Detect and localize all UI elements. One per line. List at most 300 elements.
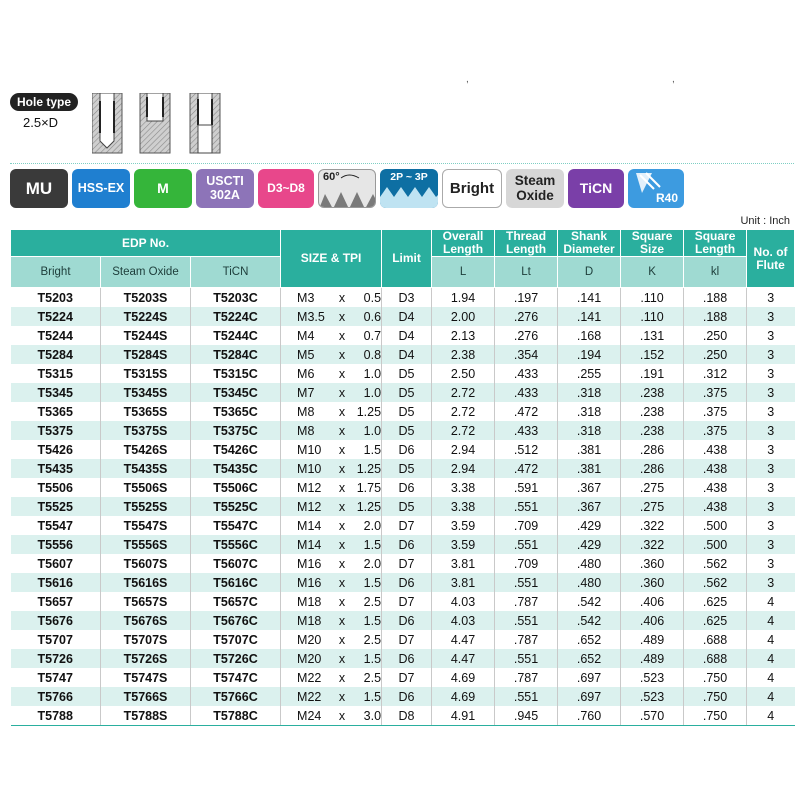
thread-pitch: 1.5 [363,442,382,457]
thread-length: .472 [495,402,558,421]
edp-bright: T5726 [11,649,101,668]
edp-steam-oxide: T5375S [101,421,191,440]
edp-ticn: T5365C [191,402,281,421]
thread-pitch: 0.6 [363,309,382,324]
table-row [11,668,795,687]
table-row [11,611,795,630]
thread-length: .551 [495,573,558,592]
square-size: .286 [621,459,684,478]
thread-length: .354 [495,345,558,364]
table-row [11,364,795,383]
thread-pitch: 1.25 [356,461,382,476]
size-separator: x [338,480,346,495]
badge-r40: R40 [628,169,684,208]
limit: D3 [382,288,432,308]
size-tpi [281,687,382,706]
thread-pitch: 1.5 [363,537,382,552]
edp-steam-oxide: T5244S [101,326,191,345]
square-length: .438 [684,497,747,516]
size-separator: x [338,708,346,723]
thread-length: .551 [495,497,558,516]
through-hole-icon [190,93,220,153]
edp-ticn: T5707C [191,630,281,649]
shank-diameter: .318 [558,421,621,440]
overall-length: 4.91 [432,706,495,726]
square-length: .312 [684,364,747,383]
thread-pitch: 1.5 [363,613,382,628]
edp-steam-oxide: T5315S [101,364,191,383]
table-row [11,516,795,535]
thread-pitch: 0.7 [363,328,382,343]
table-row [11,402,795,421]
limit: D7 [382,592,432,611]
blind-hole-icon [92,93,122,153]
thread-pitch: 1.0 [363,385,382,400]
overall-length: 3.38 [432,478,495,497]
square-size: .110 [621,288,684,308]
overall-length: 2.72 [432,421,495,440]
limit: D4 [382,307,432,326]
overall-length: 2.00 [432,307,495,326]
edp-bright: T5788 [11,706,101,726]
square-size: .523 [621,668,684,687]
overall-length: 4.69 [432,687,495,706]
badge-steam-oxide: Steam Oxide [506,169,564,208]
flute-count: 4 [747,668,795,687]
shank-diameter: .381 [558,459,621,478]
size-separator: x [338,651,346,666]
table-row [11,307,795,326]
thread-pitch: 2.0 [363,518,382,533]
thread-length: .433 [495,421,558,440]
overall-length: 2.13 [432,326,495,345]
table-row [11,497,795,516]
table-row [11,573,795,592]
size-separator: x [338,537,346,552]
edp-ticn: T5607C [191,554,281,573]
edp-bright: T5607 [11,554,101,573]
square-length: .438 [684,440,747,459]
size-separator: x [338,632,346,647]
size-separator: x [338,347,346,362]
shank-diameter: .381 [558,440,621,459]
thread-length: .551 [495,687,558,706]
badge-thread-angle: 60° [318,169,376,208]
flute-count: 3 [747,535,795,554]
shallow-hole-icon [140,93,170,153]
size-separator: x [338,461,346,476]
overall-length-header: Overall Length [432,230,495,257]
hole-type-value: 2.5×D [23,115,59,130]
size-separator: x [338,575,346,590]
edp-bright: T5224 [11,307,101,326]
edp-bright: T5244 [11,326,101,345]
square-length: .375 [684,421,747,440]
overall-length: 2.72 [432,383,495,402]
edp-ticn: T5203C [191,288,281,308]
flute-count: 3 [747,345,795,364]
square-size: .191 [621,364,684,383]
size-tpi [281,668,382,687]
thread-pitch: 1.75 [356,480,382,495]
stray-mark: , [672,74,675,85]
square-length: .188 [684,288,747,308]
edp-steam-oxide: T5365S [101,402,191,421]
flute-count: 3 [747,383,795,402]
square-size-symbol: K [621,257,684,288]
edp-bright: T5525 [11,497,101,516]
table-row [11,383,795,402]
thread-size: M3 [297,290,315,305]
thread-length: .512 [495,440,558,459]
table-row [11,687,795,706]
stray-mark: , [466,74,469,85]
edp-ticn: T5375C [191,421,281,440]
size-tpi [281,383,382,402]
hole-type-diagrams-icon [92,93,232,155]
overall-length: 3.81 [432,554,495,573]
size-separator: x [338,442,346,457]
thread-length: .472 [495,459,558,478]
thread-length: .551 [495,535,558,554]
edp-bright: T5284 [11,345,101,364]
overall-length: 4.47 [432,649,495,668]
edp-bright: T5365 [11,402,101,421]
edp-bright: T5426 [11,440,101,459]
table-row [11,345,795,364]
shank-diameter: .697 [558,668,621,687]
edp-steam-oxide: T5203S [101,288,191,308]
square-length: .688 [684,630,747,649]
shank-diameter: .194 [558,345,621,364]
shank-diameter: .480 [558,554,621,573]
thread-size: M20 [297,651,322,666]
flute-count: 4 [747,687,795,706]
size-tpi [281,326,382,345]
thread-length: .276 [495,307,558,326]
limit: D7 [382,516,432,535]
thread-size: M14 [297,518,322,533]
edp-steam-oxide: T5426S [101,440,191,459]
square-length: .250 [684,345,747,364]
hole-type-label: Hole type [10,93,78,111]
divider [10,163,794,164]
square-size: .110 [621,307,684,326]
overall-length: 2.38 [432,345,495,364]
size-tpi [281,288,382,308]
square-length: .375 [684,402,747,421]
size-separator: x [338,499,346,514]
thread-size: M16 [297,575,322,590]
steam-oxide-header: Steam Oxide [101,257,191,288]
edp-steam-oxide: T5435S [101,459,191,478]
square-length: .625 [684,611,747,630]
size-separator: x [338,309,346,324]
limit: D6 [382,478,432,497]
shank-symbol: D [558,257,621,288]
thread-size: M6 [297,366,315,381]
square-length-symbol: kl [684,257,747,288]
thread-size: M22 [297,689,322,704]
edp-steam-oxide: T5506S [101,478,191,497]
limit: D7 [382,668,432,687]
square-length: .500 [684,535,747,554]
square-size: .131 [621,326,684,345]
thread-size: M12 [297,480,322,495]
square-size: .238 [621,383,684,402]
edp-ticn: T5547C [191,516,281,535]
flute-count: 3 [747,326,795,345]
edp-steam-oxide: T5556S [101,535,191,554]
shank-diameter-header: Shank Diameter [558,230,621,257]
square-size: .275 [621,497,684,516]
thread-size: M20 [297,632,322,647]
limit: D5 [382,383,432,402]
overall-length: 2.72 [432,402,495,421]
flute-count: 3 [747,307,795,326]
flute-count: 4 [747,611,795,630]
square-length: .625 [684,592,747,611]
edp-bright: T5766 [11,687,101,706]
square-size: .360 [621,573,684,592]
square-length: .438 [684,478,747,497]
thread-pitch: 2.5 [363,594,382,609]
flute-count: 3 [747,440,795,459]
size-tpi [281,459,382,478]
square-length-header: Square Length [684,230,747,257]
limit: D7 [382,554,432,573]
limit: D4 [382,345,432,364]
thread-size: M10 [297,461,322,476]
square-length: .438 [684,459,747,478]
size-separator: x [338,670,346,685]
thread-pitch: 0.8 [363,347,382,362]
edp-bright: T5556 [11,535,101,554]
thread-length: .787 [495,668,558,687]
thread-pitch: 2.5 [363,632,382,647]
thread-pitch: 1.25 [356,404,382,419]
square-size: .286 [621,440,684,459]
flute-count: 4 [747,592,795,611]
size-separator: x [338,385,346,400]
edp-ticn: T5315C [191,364,281,383]
edp-bright: T5315 [11,364,101,383]
edp-bright: T5435 [11,459,101,478]
size-separator: x [338,404,346,419]
thread-pitch: 0.5 [363,290,382,305]
tap-spec-table [10,229,795,726]
edp-steam-oxide: T5345S [101,383,191,402]
overall-length: 2.50 [432,364,495,383]
edp-bright: T5547 [11,516,101,535]
edp-steam-oxide: T5284S [101,345,191,364]
size-tpi [281,592,382,611]
shank-diameter: .542 [558,592,621,611]
table-row [11,630,795,649]
limit: D5 [382,402,432,421]
limit: D6 [382,573,432,592]
shank-diameter: .652 [558,649,621,668]
edp-ticn: T5788C [191,706,281,726]
square-length: .562 [684,554,747,573]
edp-ticn: T5766C [191,687,281,706]
square-size: .275 [621,478,684,497]
edp-ticn: T5657C [191,592,281,611]
thread-length: .787 [495,630,558,649]
thread-size: M8 [297,404,315,419]
square-size: .238 [621,402,684,421]
table-row [11,706,795,726]
size-tpi [281,345,382,364]
limit: D6 [382,440,432,459]
square-size: .406 [621,611,684,630]
limit: D6 [382,611,432,630]
overall-length: 3.38 [432,497,495,516]
thread-length: .709 [495,516,558,535]
thread-size: M3.5 [297,309,325,324]
thread-size: M14 [297,537,322,552]
square-size: .523 [621,687,684,706]
square-length: .750 [684,687,747,706]
size-separator: x [338,423,346,438]
table-row [11,440,795,459]
table-row [11,288,795,308]
edp-ticn: T5726C [191,649,281,668]
limit: D5 [382,497,432,516]
edp-bright: T5345 [11,383,101,402]
table-row [11,554,795,573]
flute-count: 4 [747,630,795,649]
size-separator: x [338,556,346,571]
size-separator: x [338,366,346,381]
thread-length: .433 [495,364,558,383]
shank-diameter: .168 [558,326,621,345]
size-tpi [281,706,382,726]
edp-steam-oxide: T5616S [101,573,191,592]
flute-count: 3 [747,364,795,383]
thread-size: M10 [297,442,322,457]
edp-header: EDP No. [11,230,281,257]
square-length: .562 [684,573,747,592]
edp-bright: T5203 [11,288,101,308]
square-size: .360 [621,554,684,573]
overall-length: 4.69 [432,668,495,687]
shank-diameter: .542 [558,611,621,630]
size-separator: x [338,518,346,533]
thread-size: M5 [297,347,315,362]
table-body [11,288,795,726]
shank-diameter: .141 [558,307,621,326]
edp-bright: T5506 [11,478,101,497]
square-length: .188 [684,307,747,326]
thread-pitch: 2.5 [363,670,382,685]
thread-length: .945 [495,706,558,726]
table-row [11,421,795,440]
overall-length: 2.94 [432,440,495,459]
square-size: .152 [621,345,684,364]
square-size: .489 [621,649,684,668]
edp-steam-oxide: T5707S [101,630,191,649]
thread-length: .551 [495,649,558,668]
size-tpi [281,478,382,497]
edp-ticn: T5435C [191,459,281,478]
square-length: .750 [684,706,747,726]
overall-length: 2.94 [432,459,495,478]
flute-count: 3 [747,459,795,478]
overall-length: 3.59 [432,535,495,554]
thread-size: M22 [297,670,322,685]
badge-m: M [134,169,192,208]
thread-symbol: Lt [495,257,558,288]
edp-ticn: T5676C [191,611,281,630]
edp-bright: T5657 [11,592,101,611]
size-separator: x [338,613,346,628]
edp-ticn: T5506C [191,478,281,497]
overall-length: 4.47 [432,630,495,649]
shank-diameter: .367 [558,478,621,497]
thread-length: .276 [495,326,558,345]
limit: D6 [382,649,432,668]
badge-pitch: 2P ~ 3P [380,169,438,208]
edp-bright: T5676 [11,611,101,630]
badge-uscti-302a: USCTI 302A [196,169,254,208]
badge-ticn: TiCN [568,169,624,208]
size-separator: x [338,290,346,305]
flute-count: 3 [747,554,795,573]
flute-count: 4 [747,649,795,668]
edp-steam-oxide: T5766S [101,687,191,706]
limit: D6 [382,535,432,554]
shank-diameter: .652 [558,630,621,649]
shank-diameter: .367 [558,497,621,516]
edp-steam-oxide: T5547S [101,516,191,535]
limit-header: Limit [382,230,432,288]
badge-d3-d8: D3~D8 [258,169,314,208]
badge-bright: Bright [442,169,502,208]
badge-hss-ex: HSS-EX [72,169,130,208]
flute-count: 3 [747,478,795,497]
overall-length: 3.81 [432,573,495,592]
edp-steam-oxide: T5676S [101,611,191,630]
thread-pitch: 1.5 [363,575,382,590]
thread-size: M8 [297,423,315,438]
edp-steam-oxide: T5607S [101,554,191,573]
badge-mu: MU [10,169,68,208]
limit: D6 [382,687,432,706]
size-tpi [281,535,382,554]
square-size: .489 [621,630,684,649]
thread-pitch: 1.0 [363,366,382,381]
size-tpi [281,573,382,592]
thread-pitch: 1.25 [356,499,382,514]
edp-steam-oxide: T5747S [101,668,191,687]
flute-count: 3 [747,516,795,535]
size-separator: x [338,594,346,609]
edp-ticn: T5525C [191,497,281,516]
shank-diameter: .760 [558,706,621,726]
thread-size: M18 [297,594,322,609]
edp-bright: T5616 [11,573,101,592]
ticn-header: TiCN [191,257,281,288]
thread-length: .433 [495,383,558,402]
size-tpi [281,307,382,326]
square-size: .238 [621,421,684,440]
flute-count: 3 [747,421,795,440]
size-tpi [281,402,382,421]
flute-count: 3 [747,497,795,516]
square-size-header: Square Size [621,230,684,257]
thread-length: .787 [495,592,558,611]
